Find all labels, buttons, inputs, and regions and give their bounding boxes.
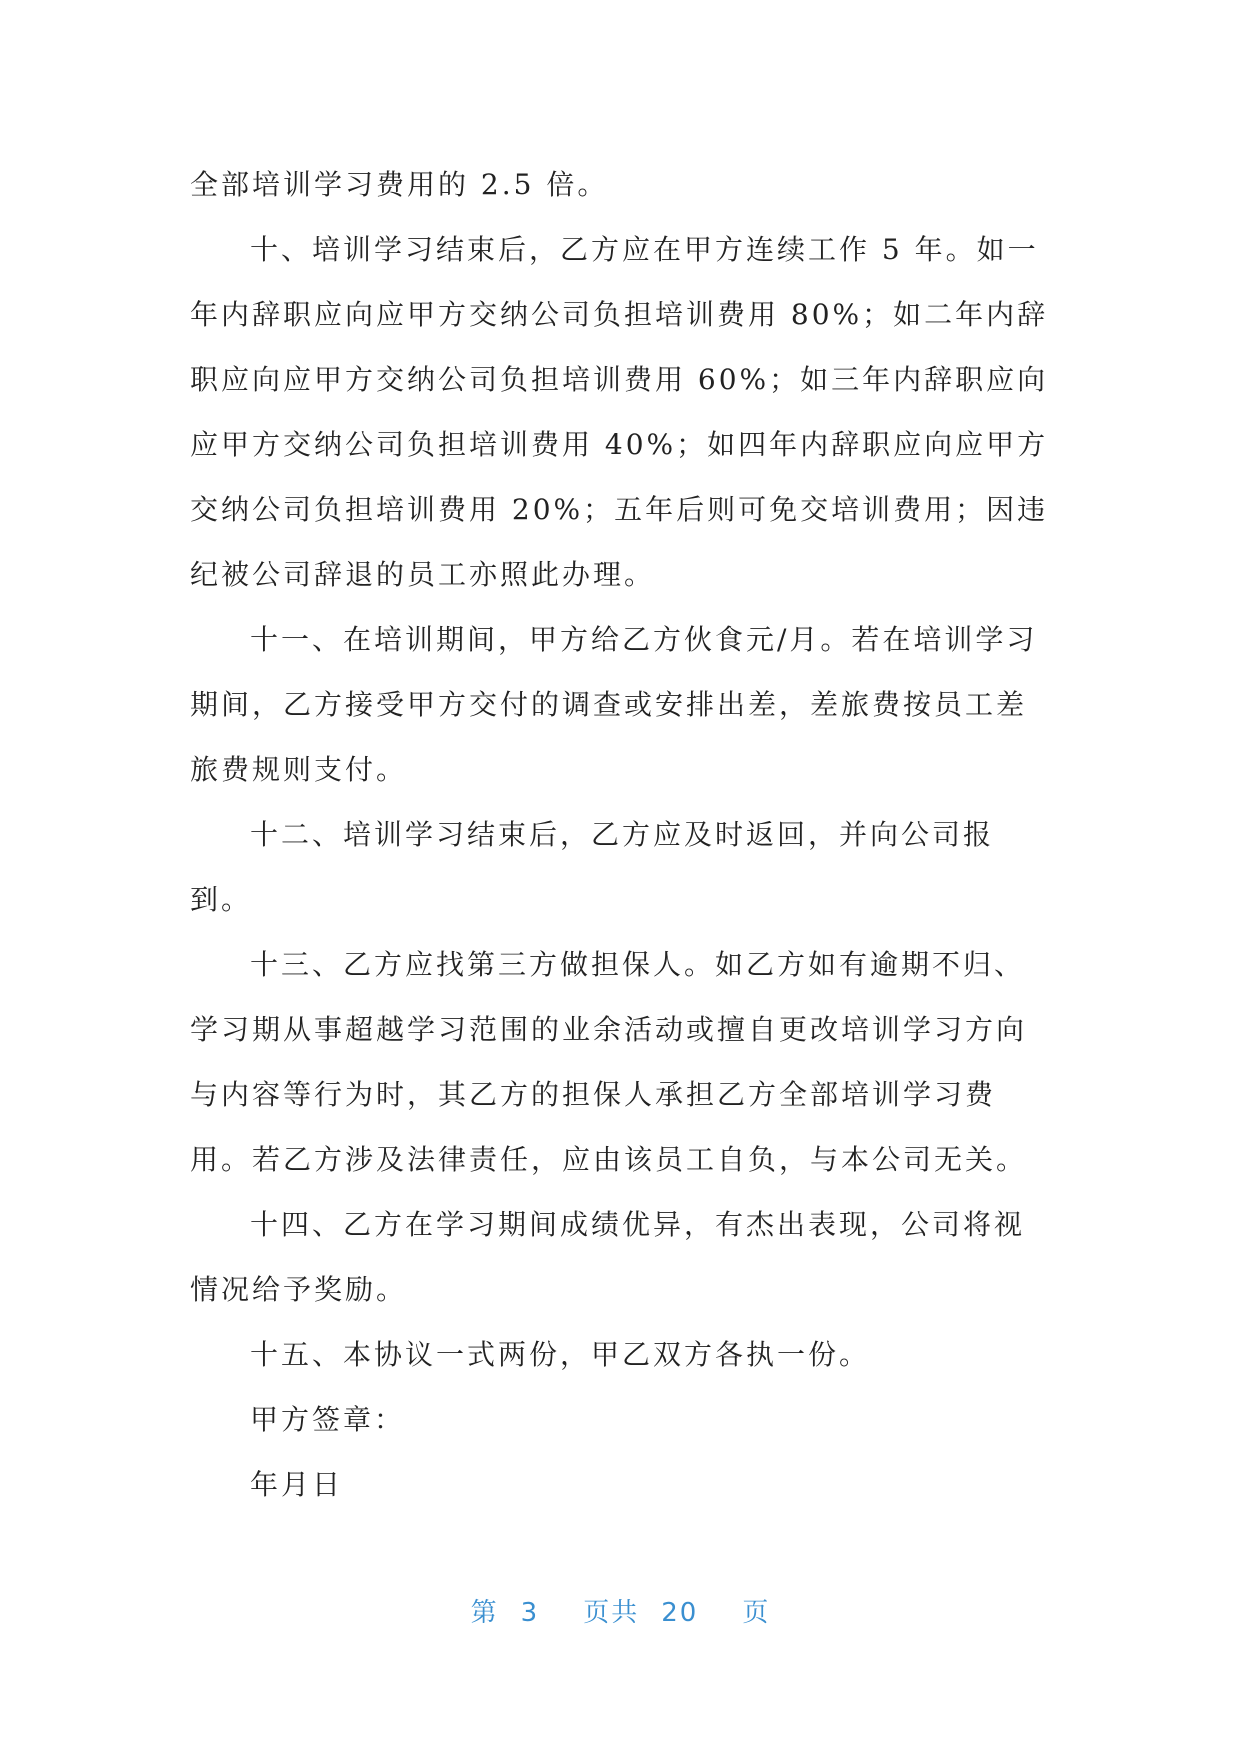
text-line: 期间，乙方接受甲方交付的调查或安排出差，差旅费按员工差: [190, 688, 1028, 721]
text-line: 与内容等行为时，其乙方的担保人承担乙方全部培训学习费: [190, 1078, 997, 1111]
text-line: 学习期从事超越学习范围的业余活动或擅自更改培训学习方向: [190, 1013, 1028, 1046]
text-line: 十二、培训学习结束后，乙方应及时返回，并向公司报: [250, 818, 995, 851]
text-line: 旅费规则支付。: [190, 753, 408, 786]
text-line: 全部培训学习费用的 2.5 倍。: [190, 168, 609, 201]
date-label: 年月日: [250, 1468, 344, 1501]
text-line: 交纳公司负担培训费用 20%；五年后则可免交培训费用；因违: [190, 493, 1049, 526]
text-line: 到。: [190, 883, 253, 916]
text-line: 应甲方交纳公司负担培训费用 40%；如四年内辞职应向应甲方: [190, 428, 1049, 461]
text-line: 情况给予奖励。: [190, 1273, 408, 1306]
text-line: 用。若乙方涉及法律责任，应由该员工自负，与本公司无关。: [190, 1143, 1028, 1176]
footer-suffix: 页: [742, 1598, 771, 1628]
page-footer: [0, 1592, 1241, 1629]
signature-label: 甲方签章：: [250, 1403, 406, 1436]
text-line: 职应向应甲方交纳公司负担培训费用 60%；如三年内辞职应向: [190, 363, 1049, 396]
footer-prefix: 第: [470, 1598, 499, 1628]
text-line: 年内辞职应向应甲方交纳公司负担培训费用 80%；如二年内辞: [190, 298, 1049, 331]
text-line: 十四、乙方在学习期间成绩优异，有杰出表现，公司将视: [250, 1208, 1026, 1241]
text-line: 纪被公司辞退的员工亦照此办理。: [190, 558, 656, 591]
text-line: 十三、乙方应找第三方做担保人。如乙方如有逾期不归、: [250, 948, 1026, 981]
footer-page-number: 3: [520, 1598, 540, 1628]
footer-middle: 页共: [583, 1598, 640, 1628]
text-line: 十一、在培训期间，甲方给乙方伙食元/月。若在培训学习: [250, 623, 1038, 656]
document-body: [190, 152, 1050, 1517]
text-line: 十、培训学习结束后，乙方应在甲方连续工作 5 年。如一: [250, 233, 1039, 266]
text-line: 十五、本协议一式两份，甲乙双方各执一份。: [250, 1338, 871, 1371]
footer-total-pages: 20: [661, 1598, 699, 1628]
